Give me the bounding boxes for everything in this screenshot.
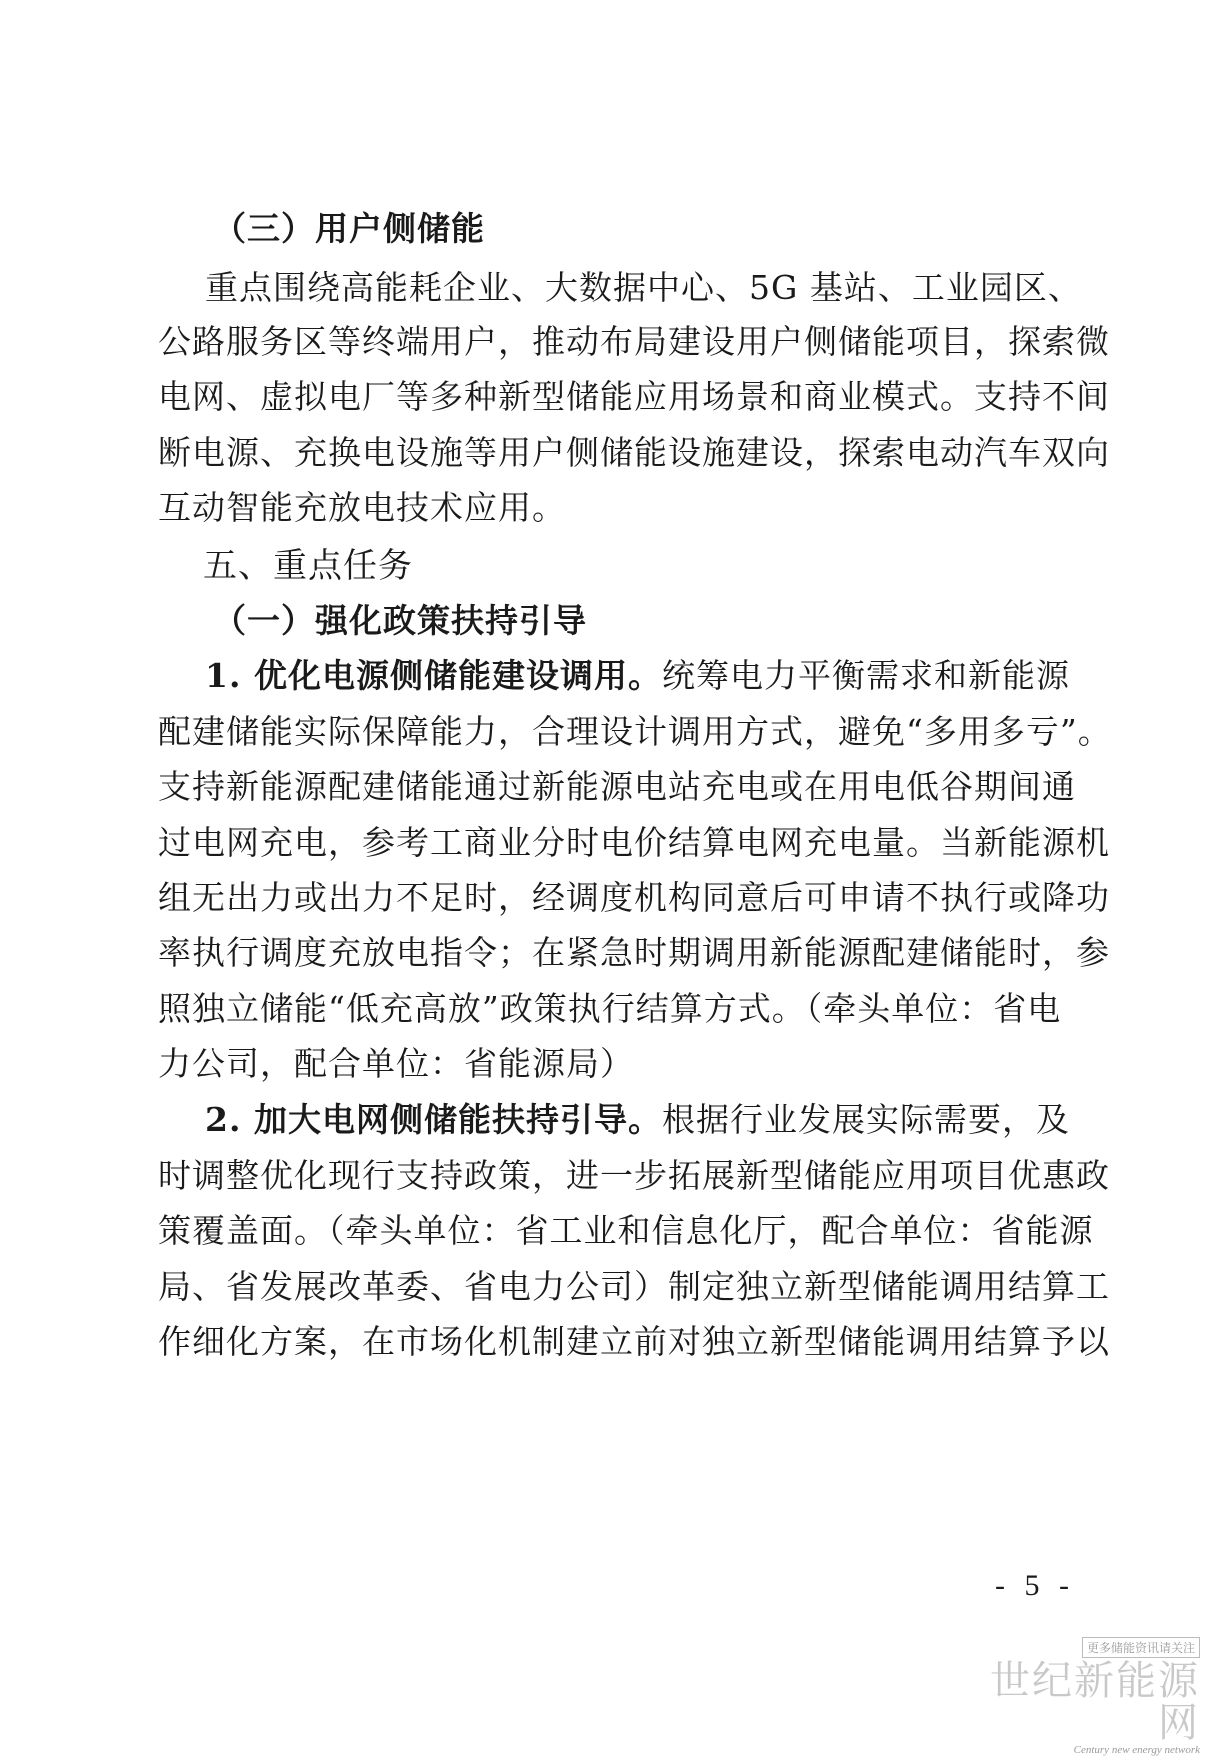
item-2-line-5: 作细化方案，在市场化机制建立前对独立新型储能调用结算予以: [158, 1322, 1110, 1361]
item-1-line-2: 配建储能实际保障能力，合理设计调用方式，避免“多用多亏”。: [158, 712, 1112, 751]
section-3-line-3: 电网、虚拟电厂等多种新型储能应用场景和商业模式。支持不间: [158, 377, 1110, 416]
item-2-line-4: 局、省发展改革委、省电力公司）制定独立新型储能调用结算工: [158, 1267, 1110, 1306]
item-1-line-4: 过电网充电，参考工商业分时电价结算电网充电量。当新能源机: [158, 823, 1110, 862]
item-1-line-7: 照独立储能“低充高放”政策执行结算方式。（牵头单位：省电: [158, 989, 1062, 1028]
watermark-tag: 更多储能资讯请关注: [1082, 1637, 1200, 1658]
item-1-title: 1. 优化电源侧储能建设调用。: [205, 656, 662, 695]
section-3-heading: （三）用户侧储能: [213, 209, 485, 248]
item-2-line-3: 策覆盖面。（牵头单位：省工业和信息化厅，配合单位：省能源: [158, 1211, 1094, 1250]
item-1-line-6: 率执行调度充放电指令；在紧急时期调用新能源配建储能时，参: [158, 933, 1110, 972]
item-2-first-line-rest: 根据行业发展实际需要，及: [661, 1100, 1070, 1139]
section-3-line-1: 重点围绕高能耗企业、大数据中心、5G 基站、工业园区、: [205, 268, 1082, 307]
item-2-line-2: 时调整优化现行支持政策，进一步拓展新型储能应用项目优惠政: [158, 1156, 1110, 1195]
item-2-title: 2. 加大电网侧储能扶持引导。: [205, 1100, 662, 1139]
chapter-5-heading: 五、重点任务: [203, 546, 413, 586]
item-1-line-5: 组无出力或出力不足时，经调度机构同意后可申请不执行或降功: [158, 878, 1110, 917]
watermark: [950, 1637, 1200, 1756]
item-1-line-8: 力公司，配合单位：省能源局）: [158, 1044, 634, 1083]
subsection-1-heading: （一）强化政策扶持引导: [213, 601, 587, 640]
page-number: - 5 -: [995, 1569, 1075, 1602]
section-3-line-5: 互动智能充放电技术应用。: [158, 488, 566, 527]
section-3-line-4: 断电源、充换电设施等用户侧储能设施建设，探索电动汽车双向: [158, 433, 1110, 472]
item-2-first-line: [205, 1100, 1070, 1140]
item-1-line-3: 支持新能源配建储能通过新能源电站充电或在用电低谷期间通: [158, 767, 1076, 806]
item-1-first-line-rest: 统筹电力平衡需求和新能源: [661, 656, 1070, 695]
watermark-logo-text: 世纪新能源网: [990, 1658, 1200, 1746]
section-3-line-2: 公路服务区等终端用户，推动布局建设用户侧储能项目，探索微: [158, 322, 1110, 361]
watermark-subtitle: Century new energy network: [1073, 1744, 1200, 1756]
item-1-first-line: [205, 656, 1070, 696]
